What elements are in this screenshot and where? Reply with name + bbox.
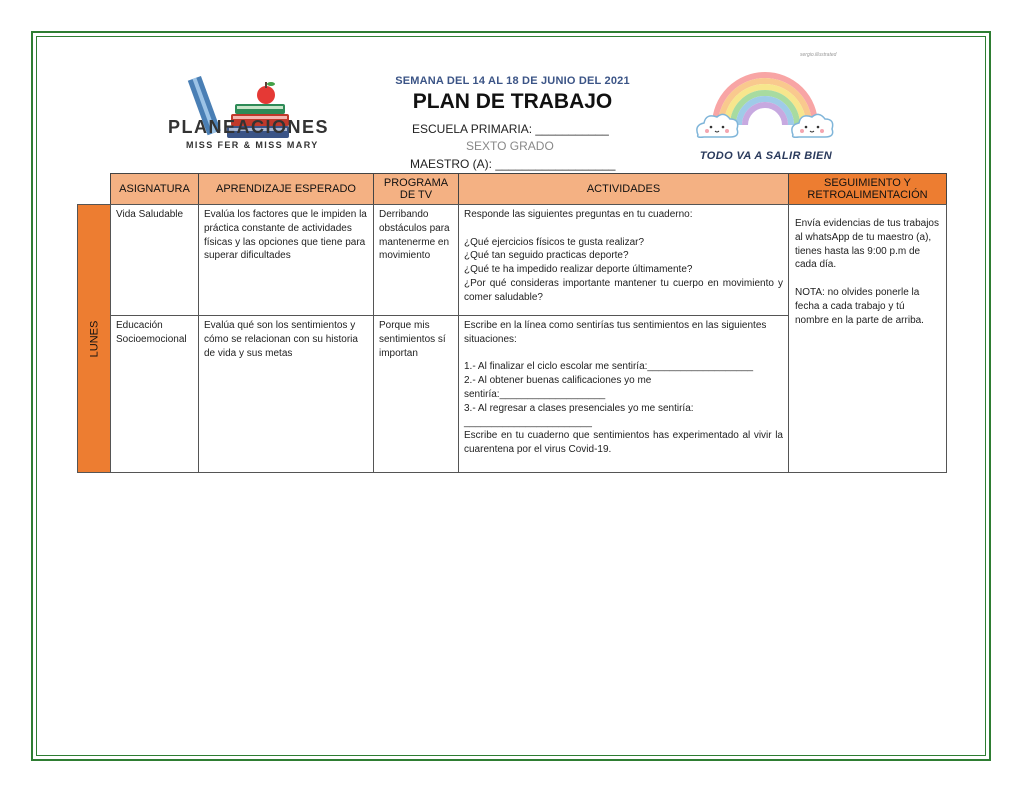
followup-evidence-text: Envía evidencias de tus trabajos al whatsApp de tu maestro (a), tienes hasta las 9:00 p.m de cada día.	[795, 218, 939, 271]
row2-subject: Educación Socioemocional	[110, 315, 199, 473]
rainbow-clouds-icon	[690, 55, 840, 145]
week-range: SEMANA DEL 14 AL 18 DE JUNIO DEL 2021	[395, 75, 630, 87]
plan-table	[77, 173, 947, 473]
row2-activity-line: 3.- Al regresar a clases presenciales yo me sentiría: _______________________	[464, 402, 694, 428]
row1-activity-line: ¿Qué ejercicios físicos te gusta realizar?	[464, 236, 645, 248]
logo-subtitle: MISS FER & MISS MARY	[186, 140, 319, 150]
header-learning: APRENDIZAJE ESPERADO	[198, 173, 374, 205]
followup-spacer	[795, 272, 940, 286]
row2-tv-program: Porque mis sentimientos sí importan	[373, 315, 459, 473]
row2-activities	[458, 315, 789, 473]
row2-activity-line: Escribe en la línea como sentirías tus sentimientos en las siguientes situaciones:	[464, 320, 767, 345]
header-tv-program: PROGRAMA DE TV	[373, 173, 459, 205]
school-field: ESCUELA PRIMARIA: ___________	[412, 122, 609, 136]
row1-tv-program: Derribando obstáculos para mantenerme en movimiento	[373, 204, 459, 316]
row1-activity-spacer	[464, 222, 783, 236]
followup-cell	[788, 204, 947, 473]
row1-learning: Evalúa los factores que le impiden la práctica constante de actividades físicas y las opciones que tiene para superar dificultades	[198, 204, 374, 316]
row2-activity-line: 2.- Al obtener buenas calificaciones yo me sentiría:___________________	[464, 375, 652, 400]
day-column	[77, 204, 111, 473]
row1-activity-line: ¿Qué tan seguido practicas deporte?	[464, 250, 629, 262]
row1-activity-line: ¿Por qué consideras importante mantener tu cuerpo en movimiento y comer saludable?	[464, 277, 783, 303]
followup-note-text: NOTA: no olvides ponerle la fecha a cada trabajo y tú nombre en la parte de arriba.	[795, 286, 924, 326]
row1-activity-line: Responde las siguientes preguntas en tu cuaderno:	[464, 209, 693, 220]
header-activities: ACTIVIDADES	[458, 173, 789, 205]
row2-learning: Evalúa qué son los sentimientos y cómo se relacionan con su historia de vida y sus metas	[198, 315, 374, 473]
teacher-field: MAESTRO (A): __________________	[410, 157, 616, 171]
row1-activities	[458, 204, 789, 316]
page-title: PLAN DE TRABAJO	[412, 90, 613, 113]
logo-wordmark: PLANEACIONES	[168, 117, 330, 137]
row1-subject: Vida Saludable	[110, 204, 199, 316]
slogan-text: TODO VA A SALIR BIEN	[699, 150, 833, 162]
row1-activity-line: ¿Qué te ha impedido realizar deporte últimamente?	[464, 264, 693, 276]
row2-activity-line: Escribe en tu cuaderno que sentimientos has experimentado al vivir la cuarentena por el virus Covid-19.	[464, 430, 783, 456]
header-subject: ASIGNATURA	[110, 173, 199, 205]
row2-activity-spacer	[464, 347, 783, 361]
row2-activity-line: 1.- Al finalizar el ciclo escolar me sentiría:___________________	[464, 361, 754, 373]
header-followup: SEGUIMIENTO Y RETROALIMENTACIÓN	[788, 173, 947, 205]
day-label: LUNES	[88, 320, 100, 357]
grade-label: SEXTO GRADO	[466, 139, 554, 153]
artist-signature: sergio.illustrated	[800, 52, 837, 58]
